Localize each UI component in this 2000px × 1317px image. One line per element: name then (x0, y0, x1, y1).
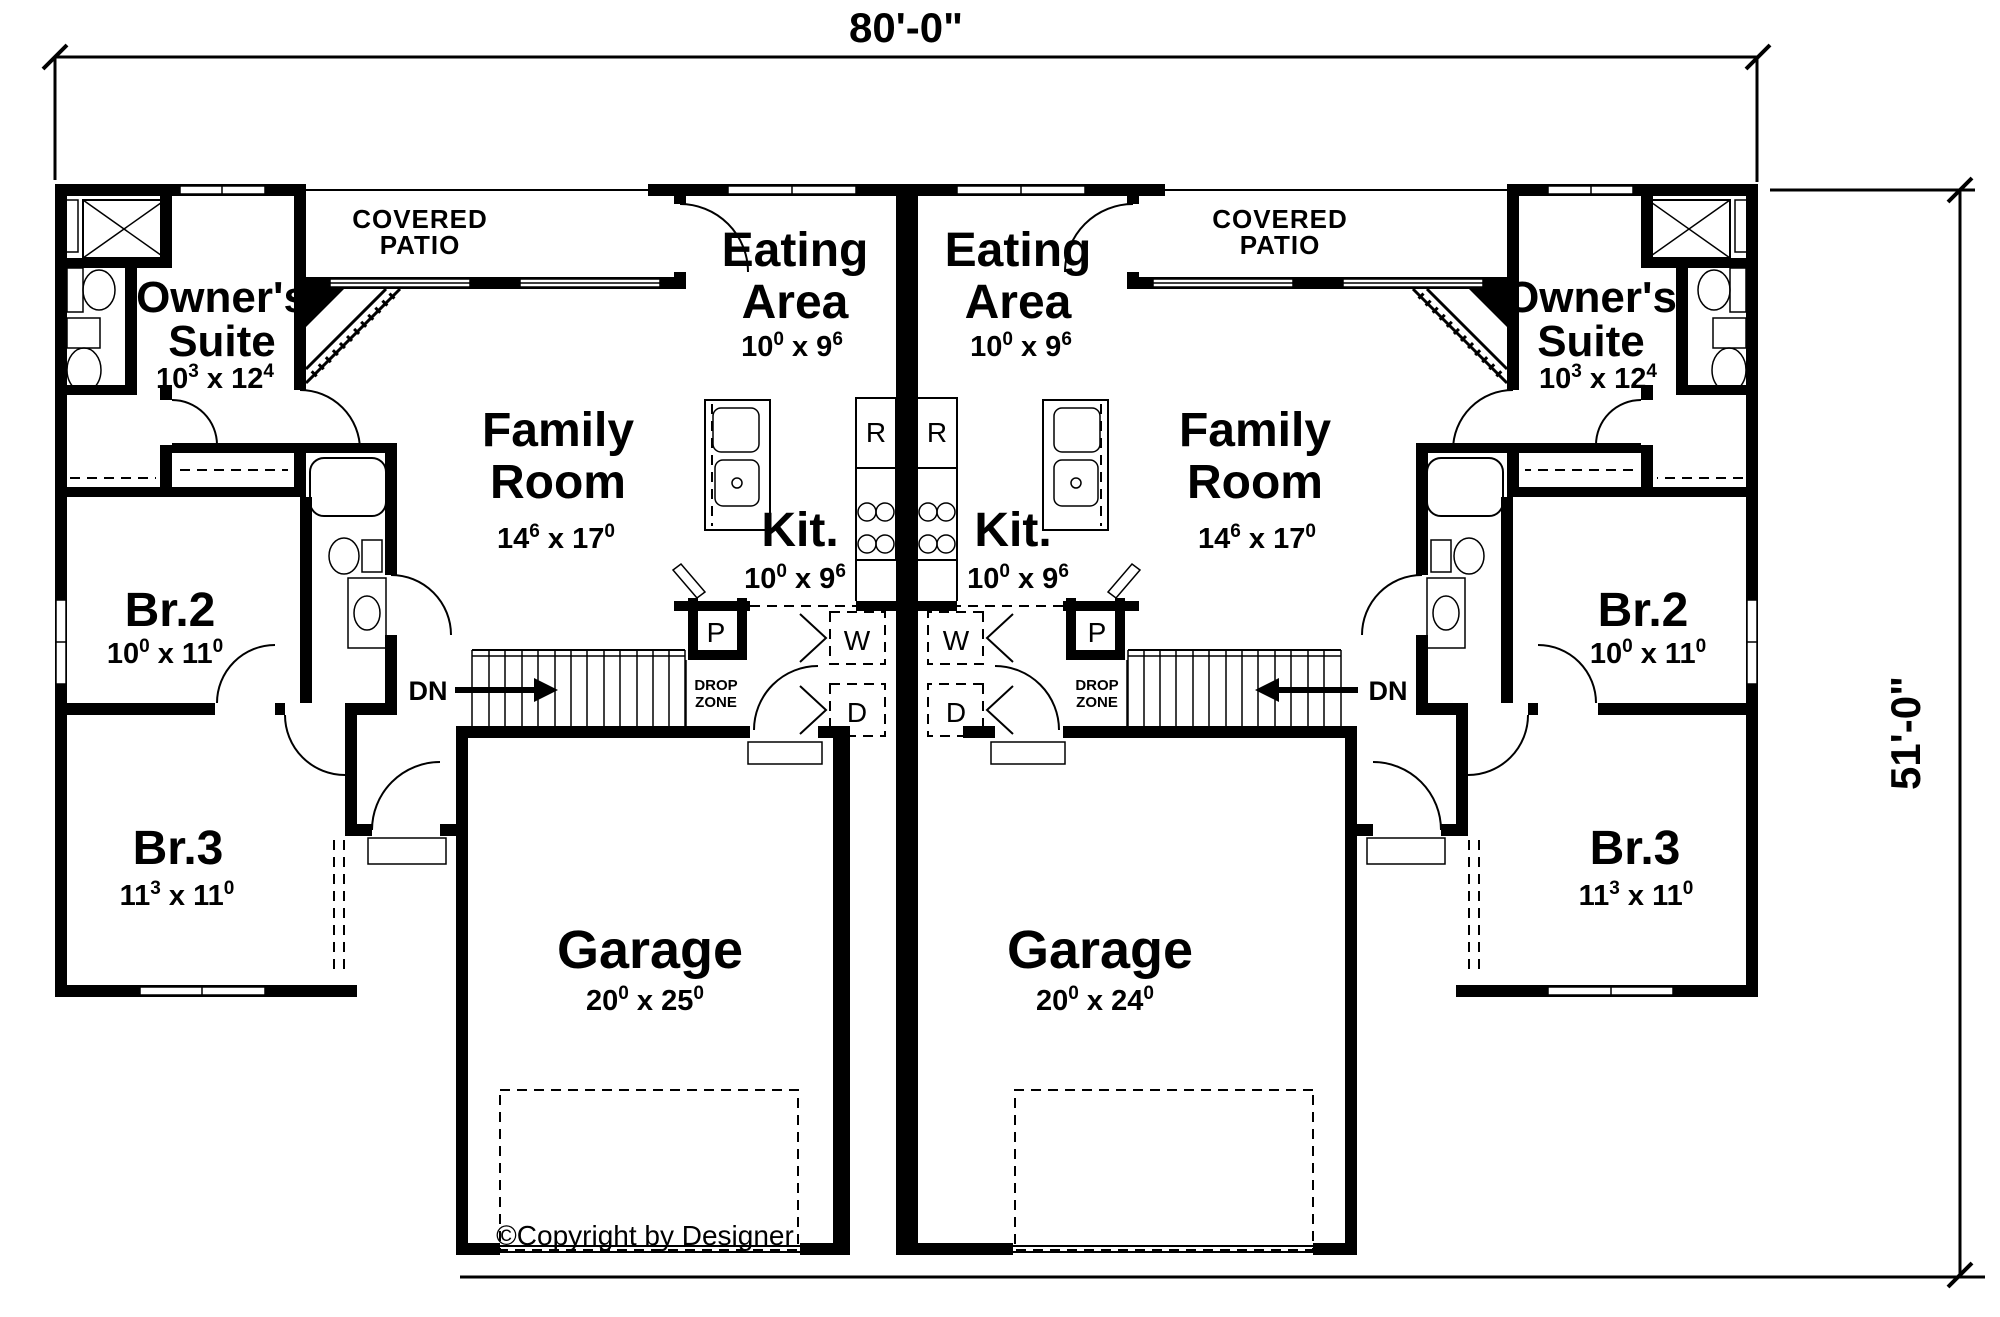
copyright-text: ©Copyright by Designer (496, 1220, 794, 1251)
room-label-family-right-line2: Room (1187, 456, 1323, 509)
room-label-owners-suite-left-line2: Suite (168, 317, 276, 366)
room-label-kitchen-left: Kit. (761, 504, 839, 557)
room-label-owners-suite-right-line2: Suite (1537, 317, 1645, 366)
plan-width-dimension: 80'-0" (849, 4, 963, 51)
pantry-label-right: P (1087, 617, 1107, 648)
room-dim-family-left: $14^6$ x $17^0$ (497, 521, 615, 555)
room-dim-br3-left: $11^3$ x $11^0$ (119, 878, 235, 912)
room-dim-owners-suite-right: $10^3$ x $12^4$ (1539, 361, 1657, 395)
covered-patio-left-line1: COVERED (352, 204, 488, 234)
dn-label-left: DN (408, 676, 448, 706)
room-label-br3-left: Br.3 (132, 822, 224, 875)
room-label-garage-right: Garage (1006, 920, 1194, 980)
covered-patio-right-line2: PATIO (1239, 230, 1321, 260)
room-dim-kitchen-left: $10^0$ x $9^6$ (744, 561, 846, 595)
drop-zone-left-line1: DROP (694, 677, 738, 694)
room-label-family-right-line1: Family (1178, 404, 1332, 457)
washer-label-right: W (942, 625, 970, 656)
room-label-family-left-line1: Family (481, 404, 635, 457)
room-label-owners-suite-right-line1: Owner's (1505, 273, 1677, 322)
dryer-label-left: D (846, 697, 868, 728)
room-label-owners-suite-left-line1: Owner's (136, 273, 308, 322)
plan-height-dimension: 51'-0" (1882, 676, 1929, 790)
drop-zone-right-line2: ZONE (1076, 694, 1118, 711)
dn-label-right: DN (1368, 676, 1408, 706)
room-dim-eating-right: $10^0$ x $9^6$ (970, 329, 1072, 363)
fridge-label-left: R (865, 417, 887, 448)
room-dim-family-right: $14^6$ x $17^0$ (1198, 521, 1316, 555)
room-dim-br3-right: $11^3$ x $11^0$ (1578, 878, 1694, 912)
room-label-br2-left: Br.2 (124, 584, 216, 637)
drop-zone-left-line2: ZONE (695, 694, 737, 711)
washer-label-left: W (843, 625, 871, 656)
dryer-label-right: D (945, 697, 967, 728)
room-dim-garage-right: $20^0$ x $24^0$ (1036, 983, 1154, 1017)
room-label-eating-right-line2: Area (964, 276, 1072, 329)
room-label-family-left-line2: Room (490, 456, 626, 509)
pantry-label-left: P (706, 617, 726, 648)
room-dim-garage-left: $20^0$ x $25^0$ (586, 983, 704, 1017)
room-label-br2-right: Br.2 (1597, 584, 1689, 637)
room-label-eating-left-line2: Area (741, 276, 849, 329)
covered-patio-right-line1: COVERED (1212, 204, 1348, 234)
room-dim-br2-right: $10^0$ x $11^0$ (1589, 636, 1707, 670)
drop-zone-right-line1: DROP (1075, 677, 1119, 694)
room-label-eating-left-line1: Eating (721, 224, 869, 277)
covered-patio-left-line2: PATIO (379, 230, 461, 260)
room-label-garage-left: Garage (556, 920, 744, 980)
room-label-eating-right-line1: Eating (944, 224, 1092, 277)
fridge-label-right: R (926, 417, 948, 448)
room-dim-owners-suite-left: $10^3$ x $12^4$ (156, 361, 274, 395)
room-dim-eating-left: $10^0$ x $9^6$ (741, 329, 843, 363)
room-label-br3-right: Br.3 (1589, 822, 1681, 875)
room-dim-br2-left: $10^0$ x $11^0$ (106, 636, 224, 670)
room-dim-kitchen-right: $10^0$ x $9^6$ (967, 561, 1069, 595)
room-label-kitchen-right: Kit. (974, 504, 1052, 557)
